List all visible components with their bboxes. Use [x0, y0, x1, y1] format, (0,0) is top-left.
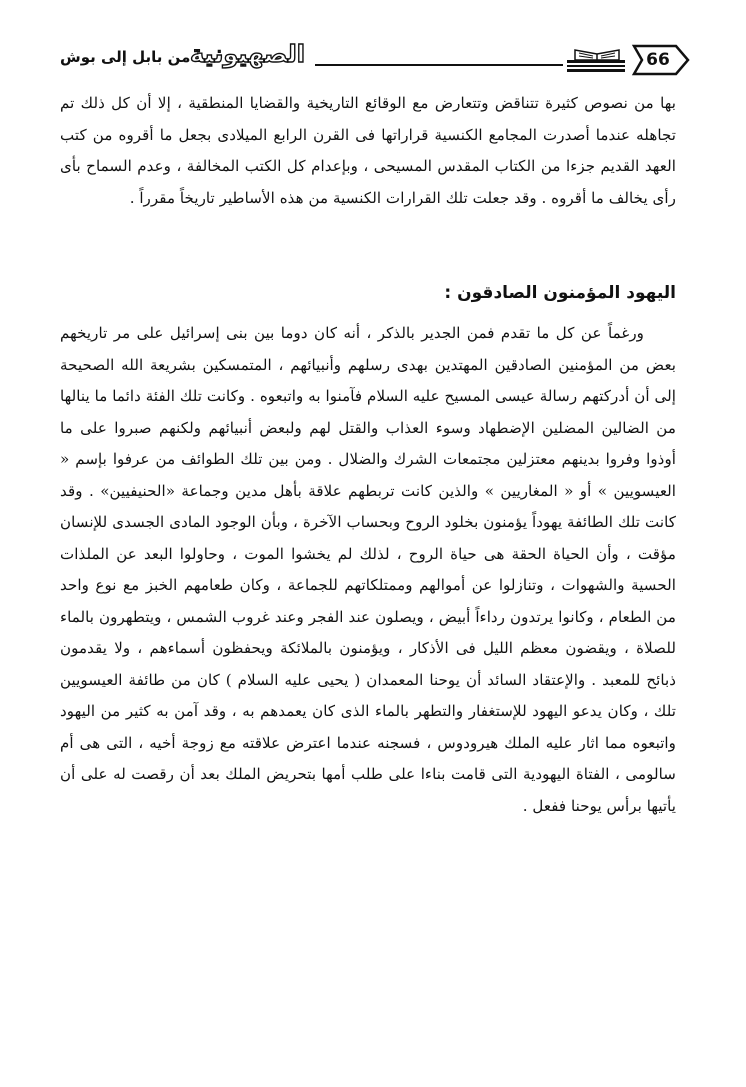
paragraph-main: ورغماً عن كل ما تقدم فمن الجدير بالذكر ، أنه كان دوما بين بنى إسرائيل على مر تاريخهم بعض من المؤمنين الصادقين المهتدين بهدى رسلهم وأنبيائهم ، المتمسكين بشريعة الله الصحيحة إلى أن أدركتهم رسالة عيسى المسيح عليه السلام فآمنوا به واتبعوه . وكانت تلك الفئة دائما ما ينالها من الضالين المضلين الإضطهاد وسوء العذاب والقتل لهم ولبعض أنبيائهم ولكنهم صبروا على ما أوذوا وفروا بدينهم معتزلين مجتمعات الشرك والضلال . ومن بين تلك الطوائف من عرفوا بإسم « العيسويين » أو « المغاريين » والذين كانت تربطهم علاقة بأهل مدين وجماعة «الحنيفيين» . وقد كانت تلك الطائفة يهوداً يؤمنون بخلود الروح وبحساب الآخرة ، وبأن الوجود المادى الجسدى للإنسان مؤقت ، وأن الحياة الحقة هى حياة الروح ، لذلك لم يخشوا الموت ، وحاولوا البعد عن الملذات الحسية والشهوات ، وتنازلوا عن أموالهم وممتلكاتهم للجماعة ، وكان طعامهم الخبز مع نوع واحد من الطعام ، وكانوا يرتدون رداءاً أبيض ، ويصلون عند الفجر وعند غروب الشمس ، ويتطهرون بالماء للصلاة ، ويقضون معظم الليل فى الأذكار ، ويؤمنون بالملائكة ويحفظون أسماءهم ، ولا يقدمون ذبائح للمعبد . والإعتقاد السائد أن يوحنا المعمدان ( يحيى عليه السلام ) كان من طائفة العيسويين تلك ، وكان يدعو اليهود للإستغفار والتطهر بالماء الذى كان يعمدهم به ، وقد آمن به كثير من اليهود واتبعوه مما اثار عليه الملك هيرودوس ، فسجنه عندما اعترض علاقته مع زوجة أخيه ، التى هى أم سالومى ، الفتاة اليهودية التى قامت بناءا على طلب أمها بتحريض الملك بعد أن رقصت له على أن يأتيها برأس يوحنا ففعل .	[60, 324, 676, 815]
book-ornament-icon	[565, 46, 629, 74]
page-header	[60, 40, 690, 84]
section-heading: اليهود المؤمنون الصادقون :	[444, 283, 676, 303]
book-subtitle: .. من بابل إلى بوش	[60, 48, 208, 66]
paragraph-continuation: بها من نصوص كثيرة تتناقض وتتعارض مع الوقائع التاريخية والقضايا المنطقية ، إلا أن كل ذلك تم تجاهله عندما أصدرت المجامع الكنسية قراراتها فى القرن الرابع الميلادى بجعل ما أقروه من كتب العهد القديم جزءا من الكتاب المقدس المسيحى ، وبإعدام كل الكتب المخالفة ، وعدم السماح بأى رأى يخالف ما أقروه . وقد جعلت تلك القرارات الكنسية من هذه الأساطير تاريخاً مقرراً .	[60, 94, 676, 207]
page-number: 66	[646, 50, 670, 70]
page-number-badge	[630, 44, 692, 76]
header-rule	[315, 64, 563, 66]
book-title: الصهيونية	[190, 40, 305, 68]
